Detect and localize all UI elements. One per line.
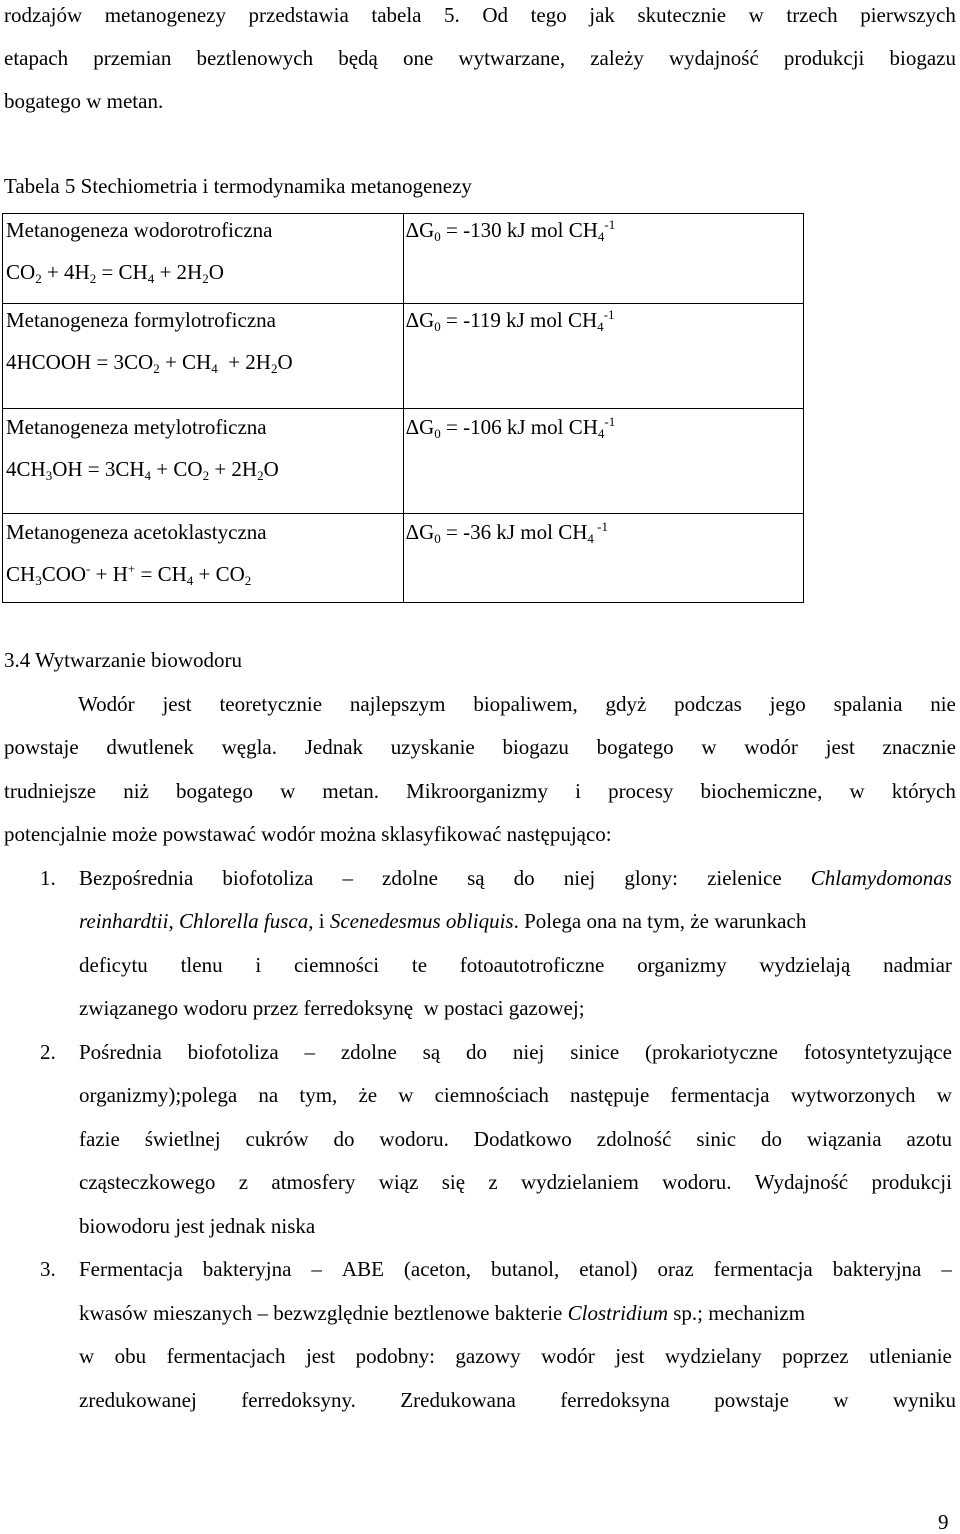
word: zdolne xyxy=(340,1040,397,1064)
list-item-number: 3. xyxy=(40,1257,56,1281)
gibbs-energy: $\Delta G_0 = -130$ kJ mol $CH_4^{-1}$ xyxy=(405,217,616,244)
word: butanol, xyxy=(490,1257,560,1281)
paragraph-line-1 xyxy=(78,694,956,715)
word: glony: xyxy=(624,866,678,890)
word: – xyxy=(304,1040,315,1064)
word: biochemiczne, xyxy=(700,779,823,803)
word: Wydajność xyxy=(754,1170,849,1194)
word-italic: Chlamydomonas xyxy=(810,866,952,890)
word: Fermentacja xyxy=(79,1257,183,1281)
section-heading: 3.4 Wytwarzanie biowodoru xyxy=(4,648,243,672)
reaction-equation: $CO_2 + 4H_2 = CH_4 + 2H_2O$ xyxy=(6,260,224,286)
word: ferredoksyny. xyxy=(241,1388,356,1412)
word: poprzez xyxy=(782,1344,849,1368)
table-row xyxy=(3,409,804,514)
word: się xyxy=(441,1170,466,1194)
word: w xyxy=(701,735,717,759)
word: (aceton, xyxy=(403,1257,471,1281)
word: – xyxy=(342,866,353,890)
word: bakteryjna xyxy=(832,1257,922,1281)
word: produkcji xyxy=(783,46,865,70)
word: wydajność xyxy=(668,46,759,70)
word: tym, xyxy=(299,1083,338,1107)
word: w xyxy=(398,1083,414,1107)
word: znacznie xyxy=(882,735,956,759)
list-item-3-line-1 xyxy=(79,1259,952,1280)
word: wydzielaniem xyxy=(521,1170,639,1194)
reaction-cell xyxy=(3,409,404,514)
stoichiometry-table xyxy=(2,213,804,603)
word: jego xyxy=(769,692,806,716)
word: utlenianie xyxy=(869,1344,952,1368)
word: Mikroorganizmy xyxy=(406,779,548,803)
word: do xyxy=(513,866,535,890)
list-item-2-line-5: biowodoru jest jednak niska xyxy=(79,1214,316,1238)
word: oraz xyxy=(657,1257,694,1281)
word: zdolne xyxy=(382,866,438,890)
reaction-equation: $CH_3COO^- + H^+ = CH_4 + CO_2$ xyxy=(6,561,252,588)
word: w xyxy=(849,779,865,803)
word: w xyxy=(936,1083,952,1107)
word: bakteryjna xyxy=(202,1257,292,1281)
list-item-3-line-3 xyxy=(79,1346,952,1367)
list-item-2-line-4 xyxy=(79,1172,952,1193)
reaction-cell xyxy=(3,514,404,603)
word: beztlenowych xyxy=(196,46,314,70)
word: sinice xyxy=(570,1040,620,1064)
word: Wodór xyxy=(78,692,135,716)
gibbs-energy-cell xyxy=(403,304,803,409)
paragraph-line-3 xyxy=(4,781,956,802)
gibbs-energy-cell xyxy=(403,214,803,304)
word: wytworzonych xyxy=(790,1083,916,1107)
reaction-equation: 4HCOOH = $3CO_2 + CH_4 + 2H_2O$ xyxy=(6,350,293,376)
list-item-1-line-1 xyxy=(79,868,952,889)
word: etapach xyxy=(4,46,69,70)
word: nie xyxy=(930,692,956,716)
word: fotosyntetyzujące xyxy=(803,1040,952,1064)
word: Pośrednia xyxy=(79,1040,162,1064)
paragraph-line-2 xyxy=(4,737,956,758)
word: powstaje xyxy=(714,1388,789,1412)
word: te xyxy=(411,953,428,977)
word: gazowy xyxy=(455,1344,521,1368)
word: metanogenezy xyxy=(104,3,226,27)
word: do xyxy=(466,1040,488,1064)
reaction-name: Metanogeneza acetoklastyczna xyxy=(6,520,267,544)
word: niej xyxy=(563,866,596,890)
list-item-1-line-3 xyxy=(79,955,952,976)
word: Dodatkowo xyxy=(473,1127,572,1151)
word: są xyxy=(467,866,485,890)
intro-line-2 xyxy=(4,48,956,69)
word: spalania xyxy=(833,692,903,716)
word: tego xyxy=(530,3,567,27)
word: dwutlenek xyxy=(106,735,194,759)
word: przedstawia xyxy=(248,3,349,27)
word: gdyż xyxy=(605,692,647,716)
word: fermentacja xyxy=(670,1083,770,1107)
word: wodoru. xyxy=(379,1127,449,1151)
word: zredukowanej xyxy=(79,1388,197,1412)
word: do xyxy=(333,1127,355,1151)
word: niż xyxy=(123,779,149,803)
word: wodór xyxy=(541,1344,595,1368)
word: sinic xyxy=(696,1127,737,1151)
word: teoretycznie xyxy=(219,692,323,716)
word: wyniku xyxy=(893,1388,956,1412)
list-item-number: 1. xyxy=(40,866,56,890)
word: procesy xyxy=(608,779,674,803)
word: metan. xyxy=(322,779,379,803)
word: organizmy xyxy=(637,953,727,977)
word: fotoautotroficzne xyxy=(459,953,605,977)
word: deficytu xyxy=(79,953,148,977)
word: wydzielają xyxy=(759,953,851,977)
page-number: 9 xyxy=(938,1510,949,1534)
word: są xyxy=(422,1040,441,1064)
word: one xyxy=(402,46,434,70)
word: (prokariotyczne xyxy=(645,1040,778,1064)
word: przemian xyxy=(93,46,172,70)
word: jest xyxy=(162,692,192,716)
list-item-2-line-3 xyxy=(79,1129,952,1150)
word: fazie xyxy=(79,1127,120,1151)
word: podobny: xyxy=(355,1344,435,1368)
word: świetlnej xyxy=(144,1127,221,1151)
word: obu xyxy=(114,1344,147,1368)
word: biogazu xyxy=(502,735,569,759)
word: biogazu xyxy=(889,46,956,70)
word: których xyxy=(891,779,956,803)
list-item-3-line-4 xyxy=(79,1390,956,1411)
word: skutecznie xyxy=(637,3,727,27)
word: że xyxy=(358,1083,378,1107)
word: fermentacja xyxy=(713,1257,813,1281)
word: powstaje xyxy=(4,735,79,759)
word: niej xyxy=(512,1040,545,1064)
word: najlepszym xyxy=(349,692,446,716)
word: biofotoliza xyxy=(222,866,314,890)
gibbs-energy: $\Delta G_0 = -36$ kJ mol $CH_4$ $^{-1}$ xyxy=(405,519,608,546)
word: wodór xyxy=(744,735,798,759)
table-caption: Tabela 5 Stechiometria i termodynamika metanogenezy xyxy=(4,174,472,198)
word: zielenice xyxy=(707,866,782,890)
word: tabela xyxy=(371,3,422,27)
gibbs-energy: $\Delta G_0 = -106$ kJ mol $CH_4^{-1}$ xyxy=(405,414,616,441)
word: w xyxy=(280,779,296,803)
word: fermentacjach xyxy=(166,1344,286,1368)
word: na xyxy=(258,1083,279,1107)
gibbs-energy-cell xyxy=(403,514,803,603)
table-row xyxy=(3,214,804,304)
list-item-2-line-2 xyxy=(79,1085,952,1106)
reaction-name: Metanogeneza wodorotroficzna xyxy=(6,218,273,242)
word: Zredukowana xyxy=(400,1388,516,1412)
gibbs-energy-cell xyxy=(403,409,803,514)
paragraph-line-4: potencjalnie może powstawać wodór można sklasyfikować następująco: xyxy=(4,822,612,846)
word: biopaliwem, xyxy=(473,692,578,716)
reaction-name: Metanogeneza formylotroficzna xyxy=(6,308,276,332)
word: i xyxy=(255,953,262,977)
word: zależy xyxy=(590,46,644,70)
word: z xyxy=(488,1170,498,1194)
word: wiąz xyxy=(378,1170,419,1194)
word: wodoru. xyxy=(662,1170,732,1194)
word: jak xyxy=(589,3,615,27)
word: w xyxy=(79,1344,95,1368)
word: bogatego xyxy=(596,735,674,759)
word: wiązania xyxy=(806,1127,882,1151)
word: trudniejsze xyxy=(4,779,97,803)
word: będą xyxy=(338,46,378,70)
word: podczas xyxy=(674,692,742,716)
table-row xyxy=(3,514,804,603)
word: ferredoksyna xyxy=(560,1388,670,1412)
list-item-1-line-2: reinhardtii, Chlorella fusca, i Scenedesmus obliquis. Polega ona na tym, że warunkach xyxy=(79,909,807,933)
word: w xyxy=(833,1388,849,1412)
word: tlenu xyxy=(180,953,223,977)
word: w xyxy=(748,3,764,27)
reaction-equation: $4CH_3OH = 3CH_4 + CO_2 + 2H_2O$ xyxy=(6,457,279,483)
word: biofotoliza xyxy=(187,1040,279,1064)
table-row xyxy=(3,304,804,409)
word: rodzajów xyxy=(4,3,83,27)
reaction-name: Metanogeneza metylotroficzna xyxy=(6,415,267,439)
word: węgla. xyxy=(221,735,277,759)
word: Bezpośrednia xyxy=(79,866,194,890)
list-item-3-line-2: kwasów mieszanych – bezwzględnie beztlenowe bakterie Clostridium sp.; mechanizm xyxy=(79,1301,806,1325)
intro-line-1 xyxy=(4,5,956,26)
word: wydzielany xyxy=(664,1344,762,1368)
word: pierwszych xyxy=(860,3,956,27)
list-item-number: 2. xyxy=(40,1040,56,1064)
word: organizmy);polega xyxy=(79,1083,238,1107)
word: nadmiar xyxy=(883,953,952,977)
list-item-2-line-1 xyxy=(79,1042,952,1063)
word: jest xyxy=(305,1344,336,1368)
word: azotu xyxy=(906,1127,952,1151)
reaction-cell xyxy=(3,304,404,409)
word: ciemności xyxy=(293,953,380,977)
word: uzyskanie xyxy=(390,735,475,759)
list-item-1-line-4: związanego wodoru przez ferredoksynę w postaci gazowej; xyxy=(79,996,585,1020)
word: atmosfery xyxy=(271,1170,356,1194)
reaction-cell xyxy=(3,214,404,304)
word: 5. xyxy=(444,3,460,27)
word: cukrów xyxy=(245,1127,309,1151)
gibbs-energy: $\Delta G_0 = -119$ kJ mol $CH_4^{-1}$ xyxy=(405,307,615,334)
word: do xyxy=(760,1127,782,1151)
word: Od xyxy=(482,3,509,27)
word: Jednak xyxy=(304,735,364,759)
word: trzech xyxy=(786,3,838,27)
word: produkcji xyxy=(871,1170,952,1194)
intro-line-3: bogatego w metan. xyxy=(4,89,164,113)
word: jest xyxy=(825,735,855,759)
word: z xyxy=(238,1170,249,1194)
word: wytwarzane, xyxy=(458,46,566,70)
word: jest xyxy=(615,1344,645,1368)
word: ciemnościach xyxy=(434,1083,549,1107)
word: zdolność xyxy=(596,1127,672,1151)
word: następuje xyxy=(570,1083,650,1107)
word: bogatego xyxy=(176,779,253,803)
word: i xyxy=(575,779,581,803)
word: etanol) xyxy=(579,1257,638,1281)
word: – xyxy=(311,1257,322,1281)
word: cząsteczkowego xyxy=(79,1170,216,1194)
word: – xyxy=(941,1257,952,1281)
word: ABE xyxy=(341,1257,384,1281)
